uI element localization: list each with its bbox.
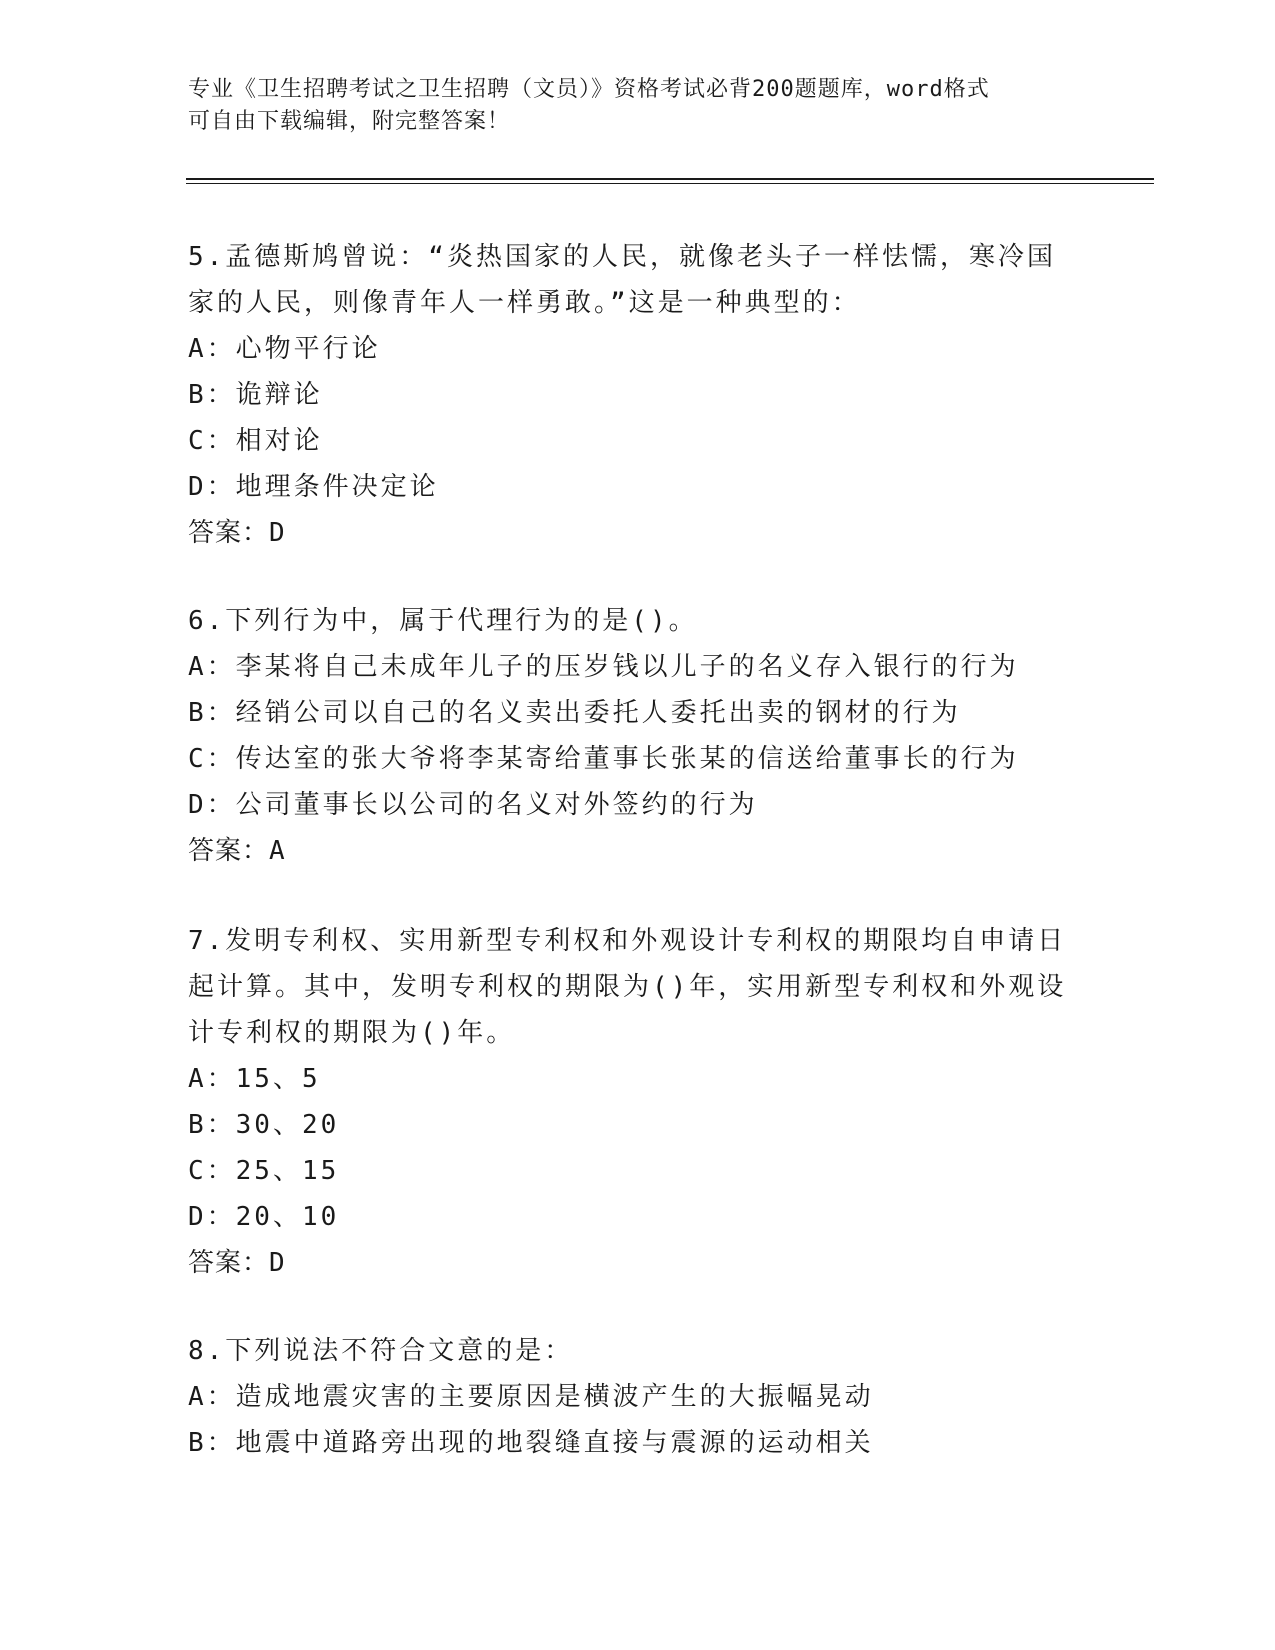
question-7 [188,918,1088,1286]
option-b: B：诡辩论 [188,380,323,410]
question-stem-line: 家的人民，则像青年人一样勇敢。”这是一种典型的： [188,288,861,318]
question-stem-line: 起计算。其中，发明专利权的期限为()年，实用新型专利权和外观设 [188,972,1067,1002]
option-a: A：心物平行论 [188,334,381,364]
question-stem-line: 7.发明专利权、实用新型专利权和外观设计专利权的期限均自申请日 [188,926,1067,956]
answer-line [188,828,1088,874]
option-b: B：地震中道路旁出现的地裂缝直接与震源的运动相关 [188,1428,874,1458]
option-d: D：20、10 [188,1202,340,1232]
document-header [188,74,1088,138]
option-b: B：30、20 [188,1110,340,1140]
question-6 [188,598,1088,874]
answer-label: 答案： [188,1248,270,1278]
header-line-1: 专业《卫生招聘考试之卫生招聘（文员）》资格考试必背200题题库，word格式 [188,77,990,102]
option-a: A：造成地震灾害的主要原因是横波产生的大振幅晃动 [188,1382,874,1412]
question-stem-line: 5.孟德斯鸠曾说：“炎热国家的人民，就像老头子一样怯懦，寒冷国 [188,242,1056,272]
option-d: D：地理条件决定论 [188,472,439,502]
header-divider-thick [186,178,1154,180]
answer-line [188,510,1088,556]
question-stem-line: 8.下列说法不符合文意的是： [188,1336,574,1366]
answer-value: D [269,518,286,548]
option-c: C：25、15 [188,1156,340,1186]
option-a: A：李某将自己未成年儿子的压岁钱以儿子的名义存入银行的行为 [188,652,1019,682]
option-b: B：经销公司以自己的名义卖出委托人委托出卖的钢材的行为 [188,698,961,728]
option-c: C：传达室的张大爷将李某寄给董事长张某的信送给董事长的行为 [188,744,1019,774]
option-a: A：15、5 [188,1064,321,1094]
header-line-2: 可自由下载编辑，附完整答案！ [188,109,511,134]
option-d: D：公司董事长以公司的名义对外签约的行为 [188,790,758,820]
answer-line [188,1240,1088,1286]
answer-label: 答案： [188,836,270,866]
question-8 [188,1328,1088,1466]
question-stem-line: 计专利权的期限为()年。 [188,1018,516,1048]
question-stem-line: 6.下列行为中，属于代理行为的是()。 [188,606,698,636]
question-5 [188,234,1088,556]
answer-value: D [269,1248,286,1278]
option-c: C：相对论 [188,426,323,456]
answer-value: A [269,836,286,866]
answer-label: 答案： [188,518,270,548]
header-divider-thin [186,183,1154,184]
